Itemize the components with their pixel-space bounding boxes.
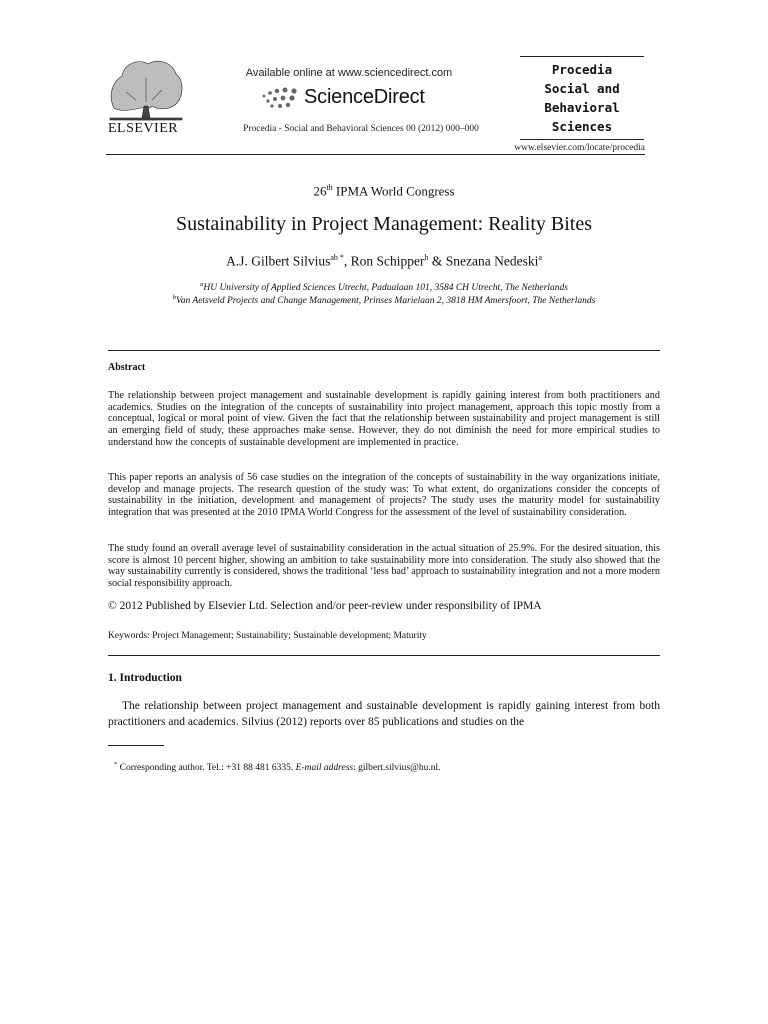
abstract-paragraph-1: The relationship between project management and sustainable development is rapidly gaining interest from both practitioners and academics. Studies on the integration of the concepts of sustainability into project management, approach this topic mostly from a conceptual, logical or moral point of view. Given the fact that the relationship between sustainability and project management is still an emerging field of study, these approaches make sense. However, they do not diminish the need for more empirical studies to understand how the concepts of sustainable development are implemented in practice. (108, 390, 660, 448)
publisher-name: ELSEVIER (108, 121, 179, 136)
introduction-heading: 1. Introduction (108, 672, 182, 684)
congress-line: 26th IPMA World Congress (313, 183, 455, 199)
abstract-paragraph-3: The study found an overall average level of sustainability consideration in the actual situation of 25.9%. For the desired situation, this score is almost 10 percent higher, showing an ambition to take sustainability more into consideration. The study also showed that the way sustainability currently is considered, shows the traditional ‘less bad’ approach to sustainability integration and not a more modern social responsibility approach. (108, 543, 660, 590)
journal-citation: Procedia - Social and Behavioral Sciences 00 (2012) 000–000 (243, 124, 479, 134)
abstract-paragraph-2: This paper reports an analysis of 56 case studies on the integration of the concepts of sustainability in the way organizations initiate, develop and manage projects. The research question of the study was: To what extent, do organizations consider the concepts of sustainability in the initiation, development and management of projects? The study uses the maturity model for sustainability integration that was presented at the 2010 IPMA World Congress for the assessment of the level of sustainability consideration. (108, 472, 660, 519)
intro-top-rule (108, 655, 660, 656)
keywords: Keywords: Project Management; Sustainability; Sustainable development; Maturity (108, 631, 427, 641)
paper-title: Sustainability in Project Management: Reality Bites (175, 213, 593, 235)
abstract-heading: Abstract (108, 362, 146, 373)
header-rule (106, 154, 645, 155)
journal-name: Procedia Social and Behavioral Sciences (544, 62, 620, 134)
affiliation-a: $^a$HU University of Applied Sciences Utrecht, Padualaan 101, 3584 CH Utrecht, The Netherlands (200, 281, 568, 294)
author-list: A.J. Gilbert Silvius$^{ab *}$, Ron Schipper$^b$ & Snezana Nedeski$^a$ (226, 253, 542, 269)
introduction-paragraph: The relationship between project management and sustainable development is rapidly gaining interest from both practitioners and academics. Silvius (2012) reports over 85 publications and studies on the (108, 700, 660, 728)
available-online-text: Available online at www.sciencedirect.com (245, 67, 453, 79)
abstract-top-rule (108, 350, 660, 351)
corresponding-author-footnote: * Corresponding author. Tel.: +31 88 481 6335. E-mail address: gilbert.silvius@hu.nl. (114, 761, 441, 774)
affiliation-b: $^b$Van Aetsveld Projects and Change Management, Prinses Marielaan 2, 3818 HM Amersfoort, The Netherlands (172, 294, 596, 307)
copyright-notice: © 2012 Published by Elsevier Ltd. Selection and/or peer-review under responsibility of IPMA (108, 600, 542, 612)
sciencedirect-wordmark: ScienceDirect (304, 86, 425, 108)
footnote-rule (108, 745, 164, 746)
journal-url: www.elsevier.com/locate/procedia (514, 143, 645, 153)
